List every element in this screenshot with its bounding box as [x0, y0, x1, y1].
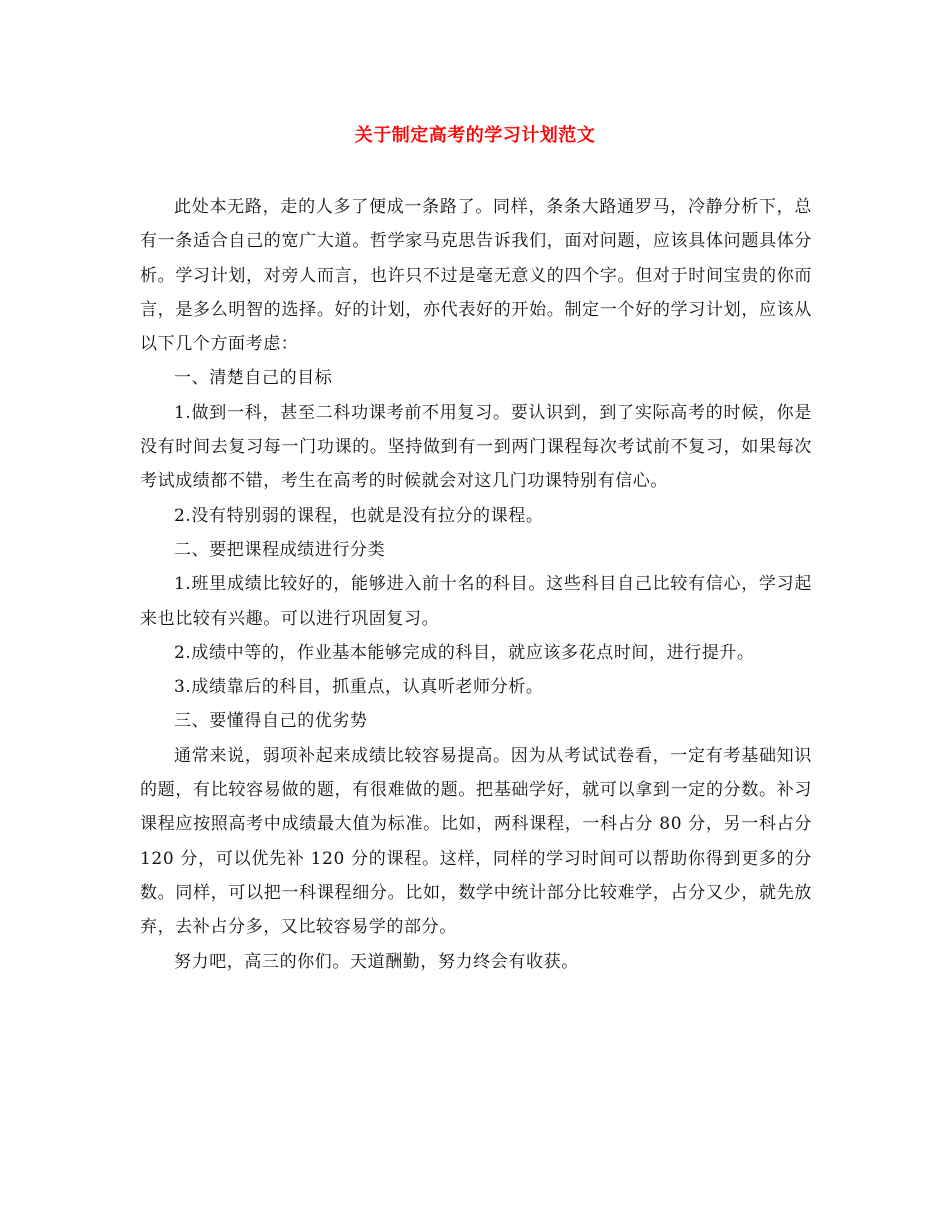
paragraph-classify-3: 3.成绩靠后的科目，抓重点，认真听老师分析。 — [174, 677, 544, 698]
paragraph-classify-1: 1.班里成绩比较好的，能够进入前十名的科目。这些科目自己比较有信心，学习起来也比较有兴趣。可以进行巩固复习。 — [140, 574, 812, 629]
paragraph-goal-1: 1.做到一科，甚至二科功课考前不用复习。要认识到，到了实际高考的时候，你是没有时间去复习每一门功课的。坚持做到有一到两门课程每次考试前不复习，如果每次考试成绩都不错，考生在高考的时候就会对这几门功课特别有信心。 — [140, 402, 812, 492]
document-body — [140, 190, 812, 979]
paragraph-classify-2: 2.成绩中等的，作业基本能够完成的科目，就应该多花点时间，进行提升。 — [174, 642, 755, 663]
paragraph-goal-2: 2.没有特别弱的课程，也就是没有拉分的课程。 — [174, 505, 544, 526]
paragraph-closing: 努力吧，高三的你们。天道酬勤，努力终会有收获。 — [174, 951, 579, 972]
paragraph-strengths: 通常来说，弱项补起来成绩比较容易提高。因为从考试试卷看，一定有考基础知识的题，有比较容易做的题，有很难做的题。把基础学好，就可以拿到一定的分数。补习课程应按照高考中成绩最大值为标准。比如，两科课程，一科占分 80 分，另一科占分 120 分，可以优先补 120 分的课程。这样，同样的学习时间可以帮助你得到更多的分数。同样，可以把一科课程细分。比如，数学中统计部分比较难学，占分又少，就先放弃，去补占分多，又比较容易学的部分。 — [140, 745, 812, 938]
paragraph-intro: 此处本无路，走的人多了便成一条路了。同样，条条大路通罗马，冷静分析下，总有一条适合自己的宽广大道。哲学家马克思告诉我们，面对问题，应该具体问题具体分析。学习计划，对旁人而言，也许只不过是毫无意义的四个字。但对于时间宝贵的你而言，是多么明智的选择。好的计划，亦代表好的开始。制定一个好的学习计划，应该从以下几个方面考虑： — [140, 197, 812, 355]
section-heading-classify: 二、要把课程成绩进行分类 — [174, 539, 386, 560]
section-heading-strengths: 三、要懂得自己的优劣势 — [174, 711, 368, 732]
document-title: 关于制定高考的学习计划范文 — [354, 125, 596, 146]
section-heading-goals: 一、清楚自己的目标 — [174, 368, 333, 389]
